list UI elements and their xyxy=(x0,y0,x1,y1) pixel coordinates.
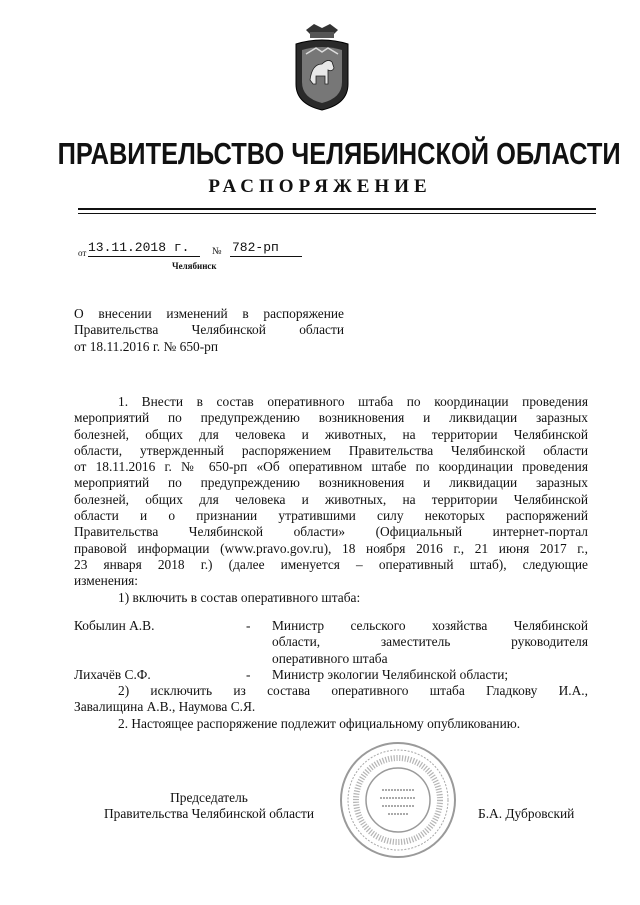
member-dash: - xyxy=(246,618,251,633)
member-row xyxy=(74,667,588,683)
organization-title: ПРАВИТЕЛЬСТВО ЧЕЛЯБИНСКОЙ ОБЛАСТИ xyxy=(57,136,621,171)
signer-name: Б.А. Дубровский xyxy=(478,806,575,821)
member-dash: - xyxy=(246,666,251,682)
signer-title-line2: Правительства Челябинской области xyxy=(104,806,314,822)
chelyabinsk-coat-of-arms-icon xyxy=(292,14,352,112)
member-name: Лихачёв С.Ф. xyxy=(74,666,151,682)
signer-title-line1: Председатель xyxy=(170,790,248,805)
header-divider-thick xyxy=(78,208,596,210)
body-line: мероприятий по предупреждению возникновения и ликвидации заразных xyxy=(74,475,588,491)
subject-line: от 18.11.2016 г. № 650-рп xyxy=(74,338,219,354)
body-line: области, утвержденный распоряжением Правительства Челябинской области xyxy=(74,442,588,458)
tail-line: 2. Настоящее распоряжение подлежит официальному опубликованию. xyxy=(118,715,521,731)
document-date: 13.11.2018 г. xyxy=(88,240,190,255)
body-line: изменения: xyxy=(74,573,139,589)
subject-line: О внесении изменений в распоряжение xyxy=(74,306,344,321)
official-seal-icon xyxy=(338,740,458,860)
header-divider-thin xyxy=(78,213,596,214)
body-line: Правительства Челябинской области» (Официальный интернет-портал xyxy=(74,524,588,540)
document-type-title: РАСПОРЯЖЕНИЕ xyxy=(208,176,432,197)
tail-row xyxy=(74,699,588,715)
number-prefix: № xyxy=(212,246,222,257)
member-row xyxy=(74,634,588,650)
member-row xyxy=(74,618,588,634)
signer-title xyxy=(88,790,330,823)
document-number: 782-рп xyxy=(232,240,279,255)
body-line: 23 января 2018 г.) (далее именуется – оперативный штаб), следующие xyxy=(74,556,588,572)
member-position: Министр экологии Челябинской области; xyxy=(272,666,509,682)
body-line: мероприятий по предупреждению возникновения и ликвидации заразных xyxy=(74,410,588,426)
tail-line: 2) исключить из состава оперативного штаба Гладкову И.А., xyxy=(118,683,588,699)
date-underline xyxy=(88,256,200,257)
body-line: 1) включить в состав оперативного штаба: xyxy=(118,589,361,605)
body-line: болезней, общих для человека и животных, на территории Челябинской xyxy=(74,491,588,507)
subject-line: Правительства Челябинской области xyxy=(74,322,344,338)
member-position: области, заместитель руководителя xyxy=(272,634,588,650)
date-prefix: от xyxy=(78,248,87,258)
tail-line: Завалищина А.В., Наумова С.Я. xyxy=(74,699,256,715)
number-underline xyxy=(230,256,302,257)
member-position: Министр сельского хозяйства Челябинской xyxy=(272,618,588,633)
city: Челябинск xyxy=(172,261,217,271)
member-row xyxy=(74,651,588,667)
body-line: болезней, общих для человека и животных, на территории Челябинской xyxy=(74,426,588,442)
document-subject xyxy=(74,306,344,355)
body-line: правовой информации (www.pravo.gov.ru), 18 ноября 2016 г., 21 июня 2017 г., xyxy=(74,540,588,556)
body-line: 1. Внести в состав оперативного штаба по координации проведения xyxy=(118,394,588,409)
body-line: от 18.11.2016 г. № 650-рп «Об оперативном штабе по координации проведения xyxy=(74,459,588,475)
tail-row xyxy=(74,683,588,699)
document-body xyxy=(74,394,588,606)
body-line: области и о признании утратившими силу некоторых распоряжений xyxy=(74,508,588,524)
member-list xyxy=(74,618,588,732)
member-name: Кобылин А.В. xyxy=(74,618,155,633)
member-position: оперативного штаба xyxy=(272,650,388,666)
tail-row xyxy=(74,716,588,732)
